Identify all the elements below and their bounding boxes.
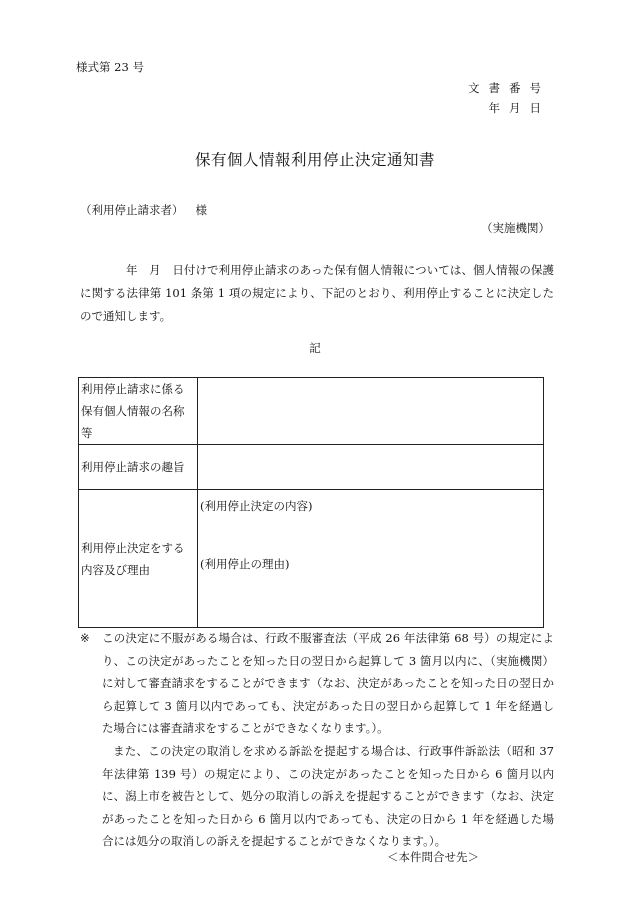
document-title: 保有個人情報利用停止決定通知書 <box>194 151 435 169</box>
implementing-agency: （実施機関） <box>481 221 550 235</box>
form-number: 様式第 23 号 <box>76 60 144 74</box>
decision-content-label: (利用停止決定の内容) <box>200 499 313 513</box>
row-label-decision-content-reason: 利用停止決定をする内容及び理由 <box>79 490 198 628</box>
document-number-label: 文書番号 <box>468 81 550 95</box>
body-paragraph: 年 月 日付けで利用停止請求のあった保有個人情報については、個人情報の保護に関する法律第 101 条第 1 項の規定により、下記のとおり、利用停止することに決定したので通知します。 <box>80 263 554 323</box>
ki-heading: 記 <box>309 341 321 355</box>
row-content-request-purpose <box>198 445 544 490</box>
notes-section <box>80 627 554 853</box>
note-appeal <box>80 627 554 740</box>
row-content-information-name <box>198 378 544 445</box>
note-appeal-text: この決定に不服がある場合は、行政不服審査法（平成 26 年法律第 68 号）の規定により、この決定があったことを知った日の翌日から起算して 3 箇月以内に、（実施機関）に対して審査請求をすることができます（なお、決定があったことを知った日の翌日から起算して 3 箇月以内であっても、決定があった日の翌日から起算して 1 年を経過した場合には審査請求をすることができなくなります。）。 <box>102 631 554 736</box>
row-content-decision-content-reason <box>198 490 544 628</box>
note-lawsuit: また、この決定の取消しを求める訴訟を提起する場合は、行政事件訴訟法（昭和 37 年法律第 139 号）の規定により、この決定があったことを知った日から 6 箇月以内に、潟上市を被告として、処分の取消しの訴えを提起することができます（なお、決定があったことを知った日から 6 箇月以内であっても、決定の日から 1 年を経過した場合には処分の取消しの訴えを提起することができなくなります。）。 <box>102 743 554 849</box>
honorific: 様 <box>195 203 207 217</box>
decision-table <box>78 377 544 628</box>
table-row <box>79 445 544 490</box>
row-label-request-purpose: 利用停止請求の趣旨 <box>79 445 198 490</box>
contact-heading: ＜本件問合せ先＞ <box>387 850 479 864</box>
requester-label: （利用停止請求者） <box>80 203 184 217</box>
decision-reason-label: (利用停止の理由) <box>200 557 290 571</box>
reference-mark: ※ <box>80 631 90 645</box>
addressee <box>80 202 207 218</box>
row-label-information-name: 利用停止請求に係る保有個人情報の名称等 <box>79 378 198 445</box>
table-row <box>79 490 544 628</box>
date-label: 年月日 <box>488 101 550 115</box>
table-row <box>79 378 544 445</box>
